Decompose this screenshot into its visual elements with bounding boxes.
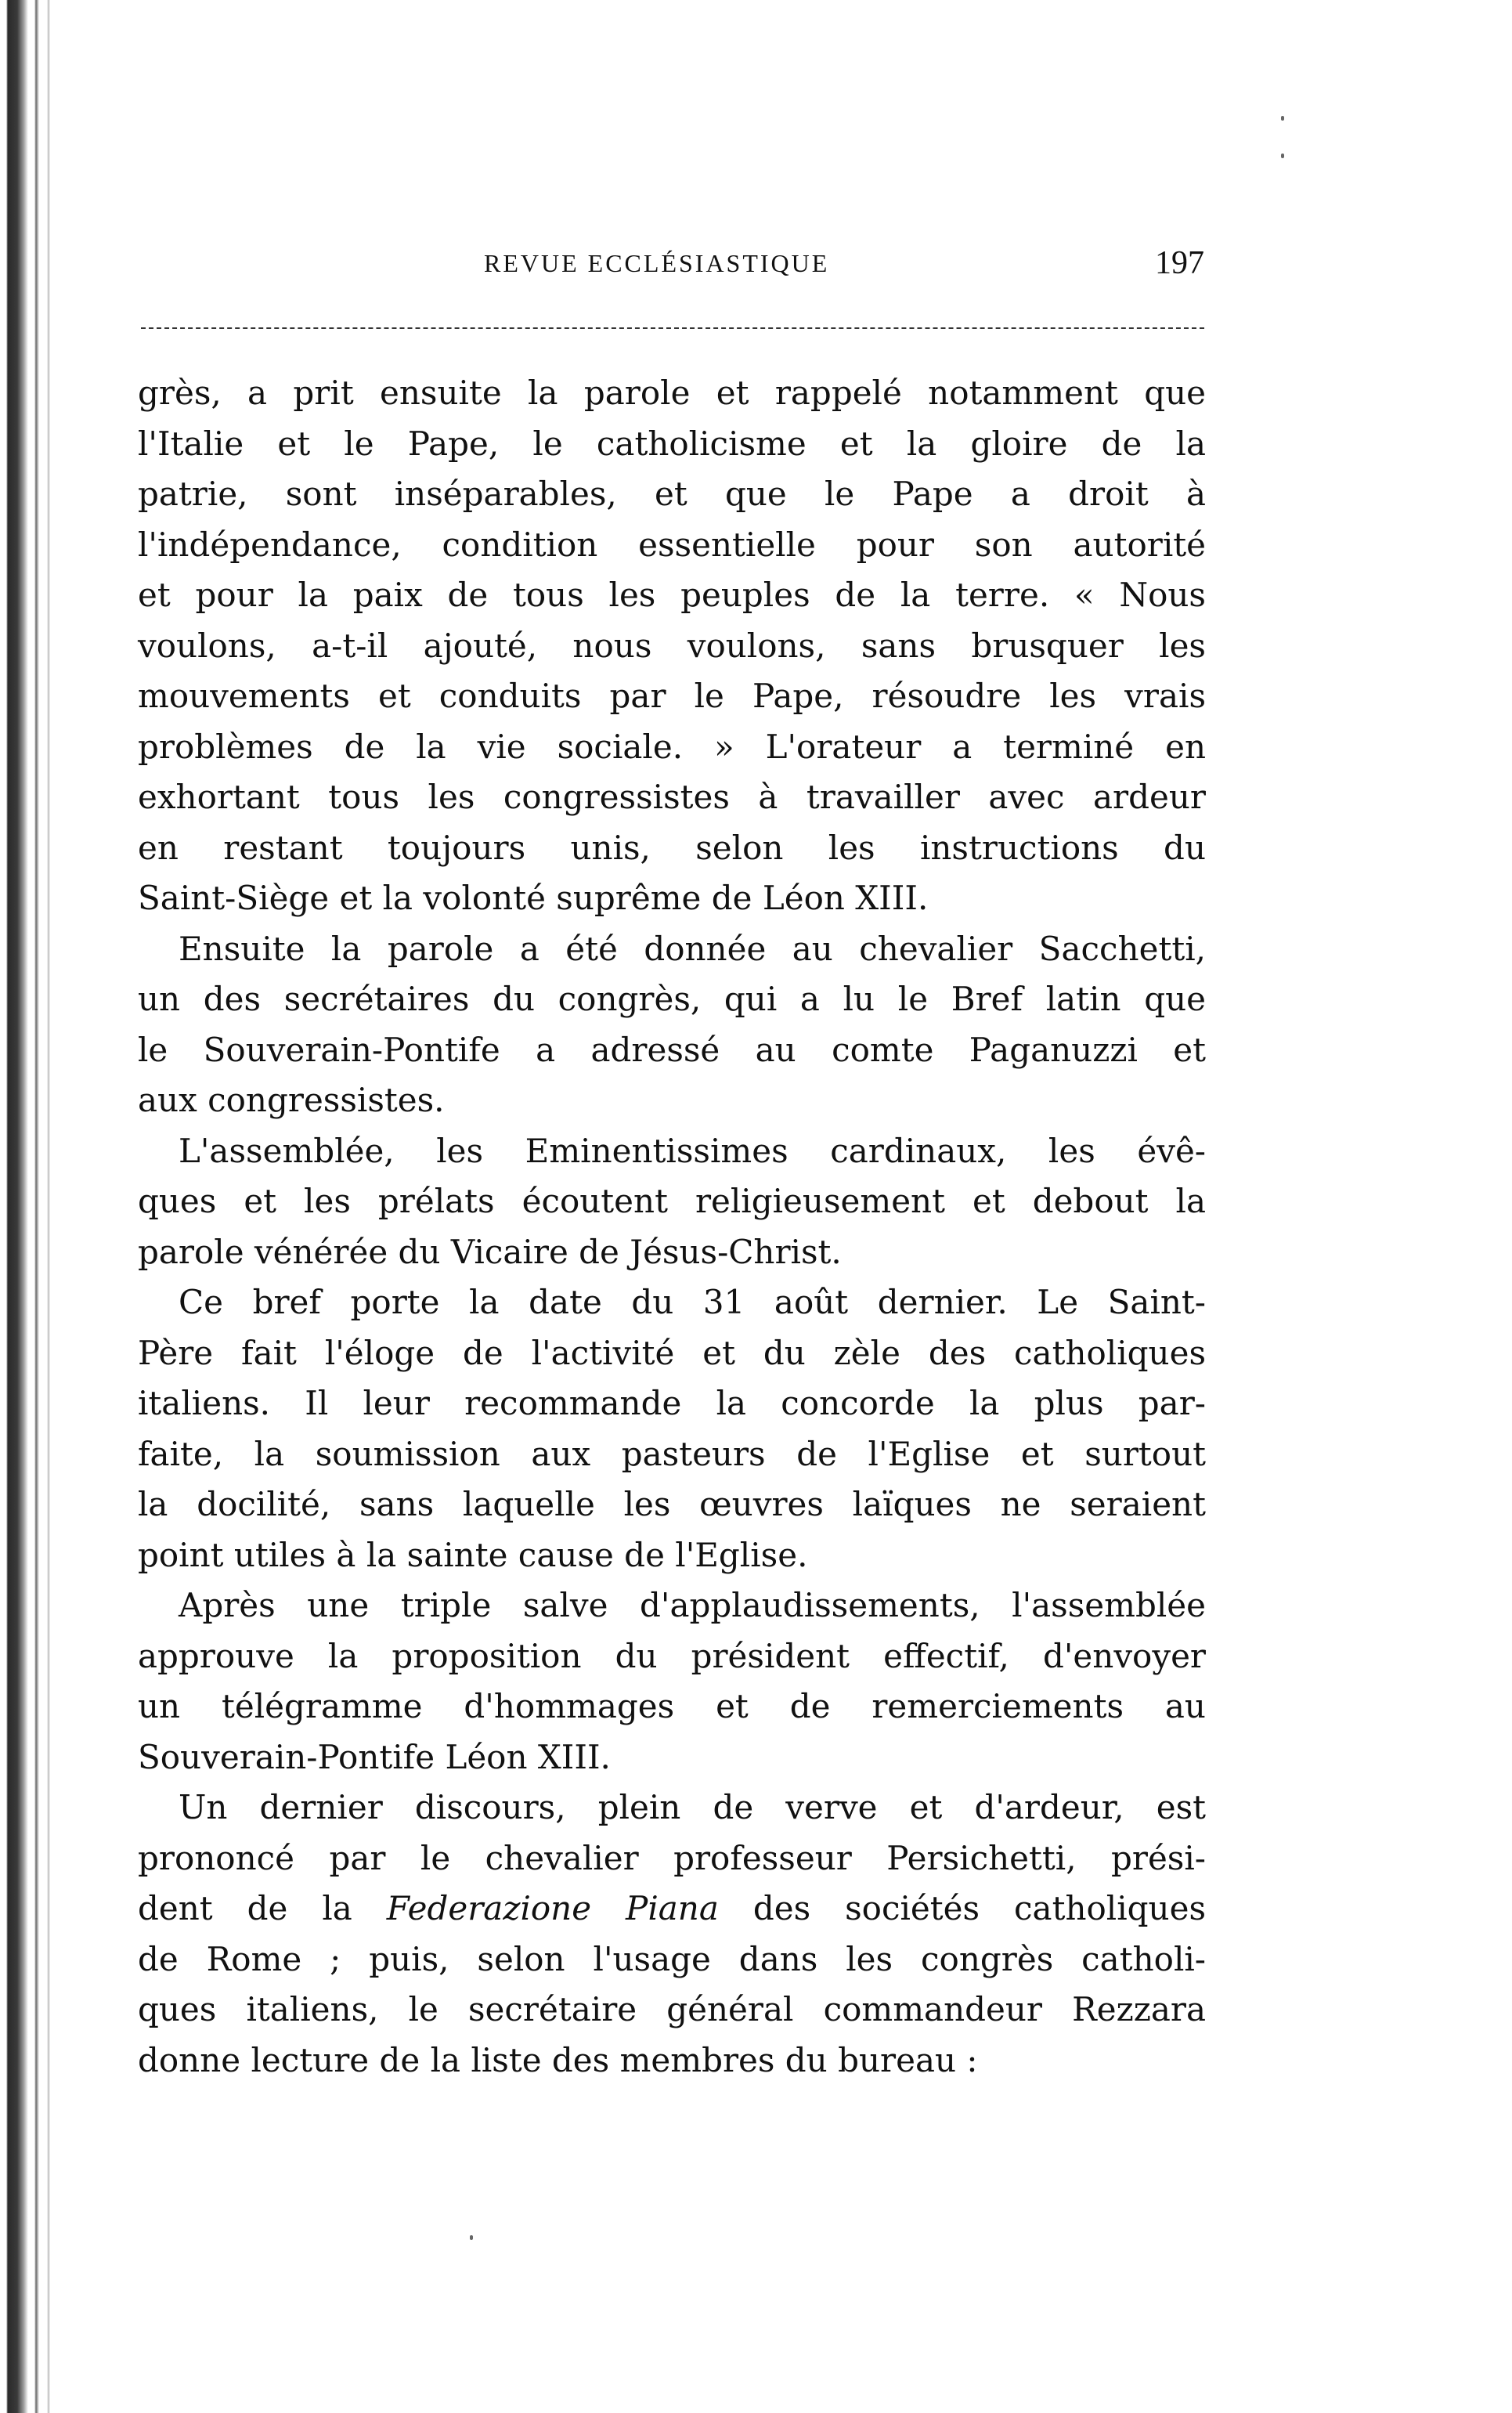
header-rule	[141, 327, 1204, 329]
text-line: exhortant tous les congressistes à travailler avec ardeur	[138, 778, 1206, 816]
text-line: italiens. Il leur recommande la concorde la plus par-	[138, 1384, 1206, 1422]
text-line: donne lecture de la liste des membres du bureau :	[138, 2040, 978, 2079]
text-line: faite, la soumission aux pasteurs de l'Eglise et surtout	[138, 1434, 1206, 1473]
paragraph	[138, 1277, 1206, 1580]
text-line: prononcé par le chevalier professeur Persichetti, prési-	[138, 1838, 1206, 1877]
text-line: point utiles à la sainte cause de l'Eglise.	[138, 1535, 808, 1574]
text-line: voulons, a-t-il ajouté, nous voulons, sans brusquer les	[138, 626, 1206, 665]
text-line: de Rome ; puis, selon l'usage dans les congrès catholi-	[138, 1939, 1206, 1978]
text-line: un télégramme d'hommages et de remerciements au	[138, 1687, 1206, 1725]
text-line-mixed	[138, 1884, 1206, 1934]
text-line: grès, a prit ensuite la parole et rappelé notamment que	[138, 374, 1206, 412]
text-line: Ensuite la parole a été donnée au chevalier Sacchetti,	[179, 929, 1206, 968]
scan-speck	[1281, 154, 1284, 158]
paragraph	[138, 1126, 1206, 1278]
text-line: Souverain-Pontife Léon XIII.	[138, 1737, 611, 1776]
italic-title: Federazione Piana	[386, 1889, 719, 1927]
running-title: REVUE ECCLÉSIASTIQUE	[484, 249, 830, 277]
text-line: ques et les prélats écoutent religieusement et debout la	[138, 1182, 1206, 1220]
page-header	[141, 245, 1204, 281]
text-line: un des secrétaires du congrès, qui a lu le Bref latin que	[138, 980, 1206, 1018]
text-line: et pour la paix de tous les peuples de la terre. « Nous	[138, 576, 1206, 614]
text-line: en restant toujours unis, selon les instructions du	[138, 828, 1206, 867]
text-line: aux congressistes.	[138, 1081, 445, 1119]
text-line: Un dernier discours, plein de verve et d'ardeur, est	[179, 1788, 1206, 1826]
text-fragment: dent de la	[138, 1889, 352, 1927]
body-text	[138, 368, 1206, 2086]
page-number: 197	[1155, 245, 1204, 281]
text-line: Après une triple salve d'applaudissements, l'assemblée	[179, 1586, 1206, 1624]
text-line: approuve la proposition du président effectif, d'envoyer	[138, 1636, 1206, 1675]
text-line: L'assemblée, les Eminentissimes cardinaux, les évê-	[179, 1131, 1206, 1170]
text-line: ques italiens, le secrétaire général commandeur Rezzara	[138, 1990, 1206, 2028]
scan-edge	[0, 0, 55, 2413]
text-line: patrie, sont inséparables, et que le Pape a droit à	[138, 475, 1206, 513]
text-line: Saint-Siège et la volonté suprême de Léon XIII.	[138, 879, 929, 917]
text-fragment: des sociétés catholiques	[752, 1889, 1207, 1927]
text-line: Ce bref porte la date du 31 août dernier. Le Saint-	[179, 1283, 1206, 1321]
text-line: la docilité, sans laquelle les œuvres laïques ne seraient	[138, 1485, 1206, 1523]
text-line: Père fait l'éloge de l'activité et du zèle des catholiques	[138, 1333, 1206, 1372]
paragraph	[138, 924, 1206, 1126]
text-line: le Souverain-Pontife a adressé au comte Paganuzzi et	[138, 1030, 1206, 1069]
text-line: parole vénérée du Vicaire de Jésus-Christ.	[138, 1232, 842, 1271]
text-line: l'indépendance, condition essentielle pour son autorité	[138, 525, 1206, 564]
text-line: problèmes de la vie sociale. » L'orateur a terminé en	[138, 727, 1206, 766]
paragraph	[138, 1783, 1206, 2086]
text-line: l'Italie et le Pape, le catholicisme et la gloire de la	[138, 424, 1206, 463]
paragraph	[138, 368, 1206, 924]
text-line: mouvements et conduits par le Pape, résoudre les vrais	[138, 677, 1206, 715]
scan-speck	[470, 2235, 473, 2240]
paragraph	[138, 1580, 1206, 1783]
scan-speck	[1281, 116, 1284, 121]
